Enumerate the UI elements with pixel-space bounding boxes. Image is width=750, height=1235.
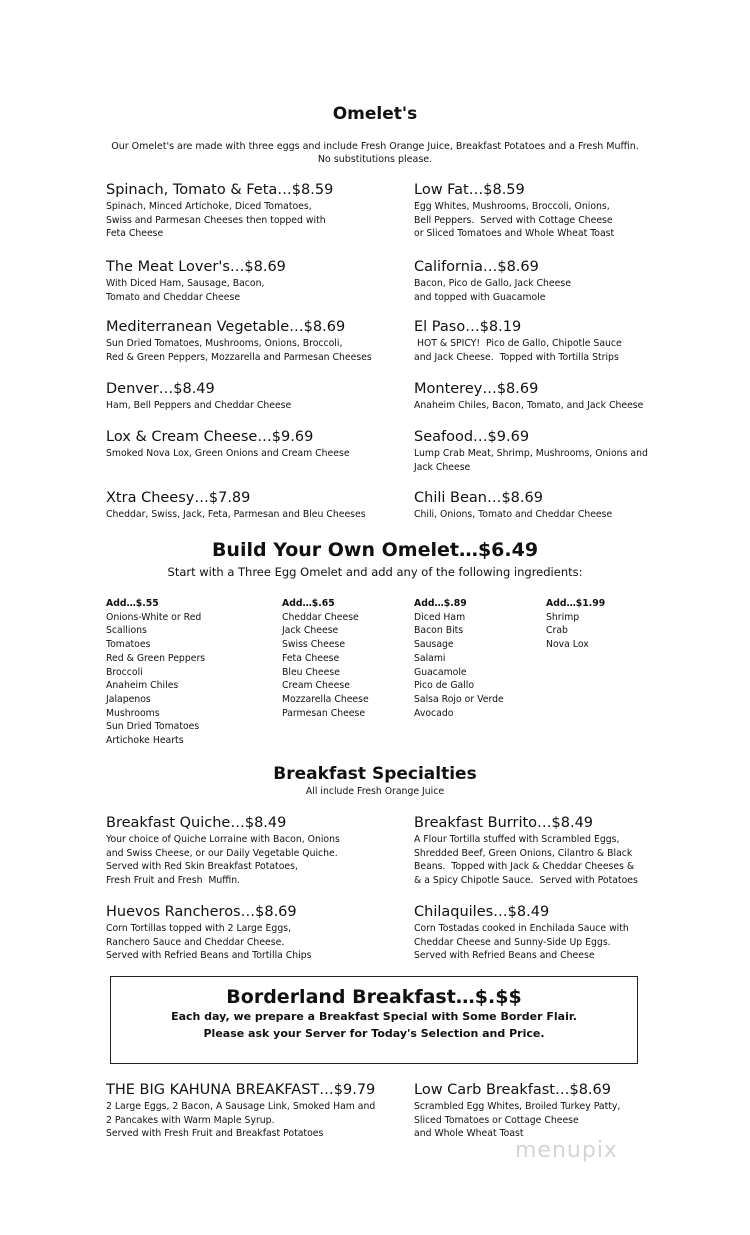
ingredient-item: Mushrooms: [106, 707, 160, 719]
ingredient-column-header: Add…$.55: [106, 598, 159, 609]
menu-item-description: Tomato and Cheddar Cheese: [106, 291, 241, 303]
omelets-title: Omelet's: [332, 104, 418, 124]
omelets-intro-line-2: No substitutions please.: [317, 154, 433, 165]
menu-item-description: Ham, Bell Peppers and Cheddar Cheese: [106, 400, 292, 411]
menu-item-description: and Swiss Cheese, or our Daily Vegetable Quiche.: [106, 847, 338, 859]
build-your-own-title: Build Your Own Omelet…$6.49: [211, 539, 539, 561]
menu-item-description: Spinach, Minced Artichoke, Diced Tomatoes,: [106, 201, 312, 212]
menu-item-description: Bell Peppers. Served with Cottage Cheese: [414, 214, 613, 226]
ingredient-item: Guacamole: [414, 666, 467, 678]
ingredient-item: Sausage: [414, 639, 454, 651]
menu-item-description: or Sliced Tomatoes and Whole Wheat Toast: [414, 228, 615, 240]
menu-item: [106, 428, 406, 461]
ingredient-item: Avocado: [414, 707, 454, 719]
menu-item-description: Swiss and Parmesan Cheeses then topped with: [106, 214, 326, 226]
specialties-title: Breakfast Specialties: [273, 764, 477, 784]
menu-item: [414, 489, 714, 522]
ingredient-item: Jack Cheese: [282, 625, 339, 637]
menu-item-description: Served with Red Skin Breakfast Potatoes,: [106, 861, 298, 873]
ingredient-item: Parmesan Cheese: [282, 707, 366, 719]
ingredient-item: Pico de Gallo: [414, 680, 475, 692]
ingredient-column-header: Add…$.89: [414, 598, 467, 609]
menu-item-description: 2 Pancakes with Warm Maple Syrup.: [106, 1114, 275, 1126]
menu-item-description: and Jack Cheese. Topped with Tortilla Strips: [414, 351, 619, 363]
menu-item-name: El Paso…$8.19: [414, 319, 522, 335]
menu-item-description: 2 Large Eggs, 2 Bacon, A Sausage Link, Smoked Ham and: [106, 1101, 376, 1112]
menu-item: [414, 814, 714, 887]
ingredient-item: Bleu Cheese: [282, 666, 340, 678]
menu-item: [106, 318, 406, 364]
ingredient-item: Crab: [546, 625, 568, 637]
menu-item-description: Shredded Beef, Green Onions, Cilantro & Black: [414, 847, 633, 859]
menu-item-name: Low Fat…$8.59: [414, 182, 525, 198]
ingredient-column-header: Add…$1.99: [546, 598, 606, 609]
ingredient-item: Diced Ham: [414, 611, 466, 623]
ingredient-column: [546, 597, 605, 652]
menu-item-name: Lox & Cream Cheese…$9.69: [106, 429, 314, 445]
menu-item-description: Scrambled Egg Whites, Broiled Turkey Patty,: [414, 1101, 621, 1112]
menu-item-description: A Flour Tortilla stuffed with Scrambled Eggs,: [414, 834, 620, 845]
menu-item-description: Jack Cheese: [414, 461, 471, 473]
menu-item-description: & a Spicy Chipotle Sauce. Served with Potatoes: [414, 874, 638, 886]
menu-item-description: Served with Fresh Fruit and Breakfast Potatoes: [106, 1128, 324, 1140]
ingredient-item: Cheddar Cheese: [282, 611, 359, 623]
ingredient-item: Artichoke Hearts: [106, 735, 184, 747]
menu-item: [414, 258, 714, 304]
menu-item-description: Corn Tostadas cooked in Enchilada Sauce with: [414, 923, 629, 934]
menu-item: [106, 380, 406, 413]
menu-item: [106, 181, 406, 241]
menu-item-name: California…$8.69: [414, 259, 539, 275]
ingredient-column: [282, 597, 369, 720]
ingredient-item: Shrimp: [546, 611, 580, 623]
omelets-intro-line-1: Our Omelet's are made with three eggs and include Fresh Orange Juice, Breakfast Potatoes and a Fresh Muffin.: [111, 141, 639, 152]
menu-item-description: Bacon, Pico de Gallo, Jack Cheese: [414, 278, 571, 289]
menu-item-name: Chili Bean…$8.69: [414, 490, 543, 506]
ingredient-item: Cream Cheese: [282, 680, 350, 692]
ingredient-item: Salsa Rojo or Verde: [414, 693, 504, 705]
menu-item: [106, 903, 406, 963]
menu-item-description: Served with Refried Beans and Tortilla Chips: [106, 950, 312, 962]
ingredient-item: Scallions: [106, 625, 147, 637]
menu-item: [414, 428, 714, 474]
ingredient-column: [414, 597, 504, 720]
menu-item-description: Fresh Fruit and Fresh Muffin.: [106, 874, 241, 886]
menu-item-description: Sun Dried Tomatoes, Mushrooms, Onions, Broccoli,: [106, 338, 343, 349]
menu-item-name: The Meat Lover's…$8.69: [106, 259, 286, 275]
ingredient-item: Bacon Bits: [414, 625, 464, 637]
ingredient-item: Feta Cheese: [282, 652, 340, 664]
menu-item: [414, 181, 714, 241]
build-your-own-subtitle: Start with a Three Egg Omelet and add any of the following ingredients:: [167, 565, 583, 579]
menu-item-description: Red & Green Peppers, Mozzarella and Parmesan Cheeses: [106, 351, 372, 363]
menu-item-description: and Whole Wheat Toast: [414, 1128, 524, 1140]
ingredient-item: Nova Lox: [546, 639, 589, 651]
menu-item: [414, 1081, 714, 1141]
borderland-line-2: Please ask your Server for Today's Selection and Price.: [203, 1027, 545, 1040]
ingredient-item: Broccoli: [106, 666, 143, 678]
menu-item-name: Monterey…$8.69: [414, 381, 539, 397]
menu-item-description: Chili, Onions, Tomato and Cheddar Cheese: [414, 509, 613, 520]
menu-item: [106, 1081, 406, 1141]
menu-item-description: Cheddar Cheese and Sunny-Side Up Eggs.: [414, 936, 611, 948]
menu-item-description: Cheddar, Swiss, Jack, Feta, Parmesan and Bleu Cheeses: [106, 509, 366, 520]
ingredient-item: Anaheim Chiles: [106, 680, 179, 692]
ingredient-item: Sun Dried Tomatoes: [106, 721, 200, 733]
menu-item-name: Low Carb Breakfast…$8.69: [414, 1082, 611, 1098]
menu-item-name: Denver…$8.49: [106, 381, 215, 397]
menu-item-description: Beans. Topped with Jack & Cheddar Cheeses &: [414, 861, 635, 873]
menu-item-description: and topped with Guacamole: [414, 291, 546, 303]
menu-item-description: Smoked Nova Lox, Green Onions and Cream Cheese: [106, 448, 350, 459]
menu-item: [414, 380, 714, 413]
menu-item-name: THE BIG KAHUNA BREAKFAST…$9.79: [106, 1082, 376, 1098]
menu-item-name: Chilaquiles…$8.49: [414, 904, 550, 920]
menu-item-description: Served with Refried Beans and Cheese: [414, 950, 595, 962]
menu-item: [106, 258, 406, 304]
ingredient-item: Jalapenos: [106, 693, 151, 705]
menu-item-description: HOT & SPICY! Pico de Gallo, Chipotle Sauce: [414, 338, 622, 349]
menu-item-description: Lump Crab Meat, Shrimp, Mushrooms, Onions and: [414, 448, 648, 459]
menu-item-description: Anaheim Chiles, Bacon, Tomato, and Jack Cheese: [414, 400, 644, 411]
menu-item: [106, 489, 406, 522]
menu-item-description: Egg Whites, Mushrooms, Broccoli, Onions,: [414, 201, 610, 212]
ingredient-column: [106, 597, 205, 748]
ingredient-item: Onions-White or Red: [106, 611, 202, 623]
borderland-title: Borderland Breakfast…$.$$: [226, 986, 522, 1008]
menu-item-name: Breakfast Quiche…$8.49: [106, 815, 287, 831]
menu-item-description: Ranchero Sauce and Cheddar Cheese.: [106, 936, 285, 948]
menu-item-description: Sliced Tomatoes or Cottage Cheese: [414, 1114, 579, 1126]
ingredient-item: Tomatoes: [106, 639, 151, 651]
borderland-box: [110, 976, 638, 1064]
menu-item-description: With Diced Ham, Sausage, Bacon,: [106, 278, 265, 289]
ingredient-item: Red & Green Peppers: [106, 652, 206, 664]
menu-item-name: Huevos Rancheros…$8.69: [106, 904, 297, 920]
menu-item-name: Spinach, Tomato & Feta…$8.59: [106, 182, 334, 198]
menu-item-description: Your choice of Quiche Lorraine with Bacon, Onions: [106, 834, 340, 845]
menu-item-description: Corn Tortillas topped with 2 Large Eggs,: [106, 923, 292, 934]
omelets-intro: [0, 140, 750, 166]
menu-item-name: Mediterranean Vegetable…$8.69: [106, 319, 346, 335]
menu-item: [414, 903, 714, 963]
watermark-text: menupix: [515, 1138, 618, 1163]
menu-item: [414, 318, 714, 364]
ingredient-item: Mozzarella Cheese: [282, 693, 369, 705]
borderland-line-1: Each day, we prepare a Breakfast Special with Some Border Flair.: [171, 1010, 577, 1023]
ingredient-column-header: Add…$.65: [282, 598, 335, 609]
menu-item-name: Seafood…$9.69: [414, 429, 530, 445]
menu-item-description: Feta Cheese: [106, 228, 164, 240]
menu-item-name: Xtra Cheesy…$7.89: [106, 490, 251, 506]
specialties-subtitle: All include Fresh Orange Juice: [305, 786, 445, 797]
ingredient-item: Swiss Cheese: [282, 639, 346, 651]
menu-item-name: Breakfast Burrito…$8.49: [414, 815, 594, 831]
menu-item: [106, 814, 406, 887]
ingredient-item: Salami: [414, 652, 446, 664]
